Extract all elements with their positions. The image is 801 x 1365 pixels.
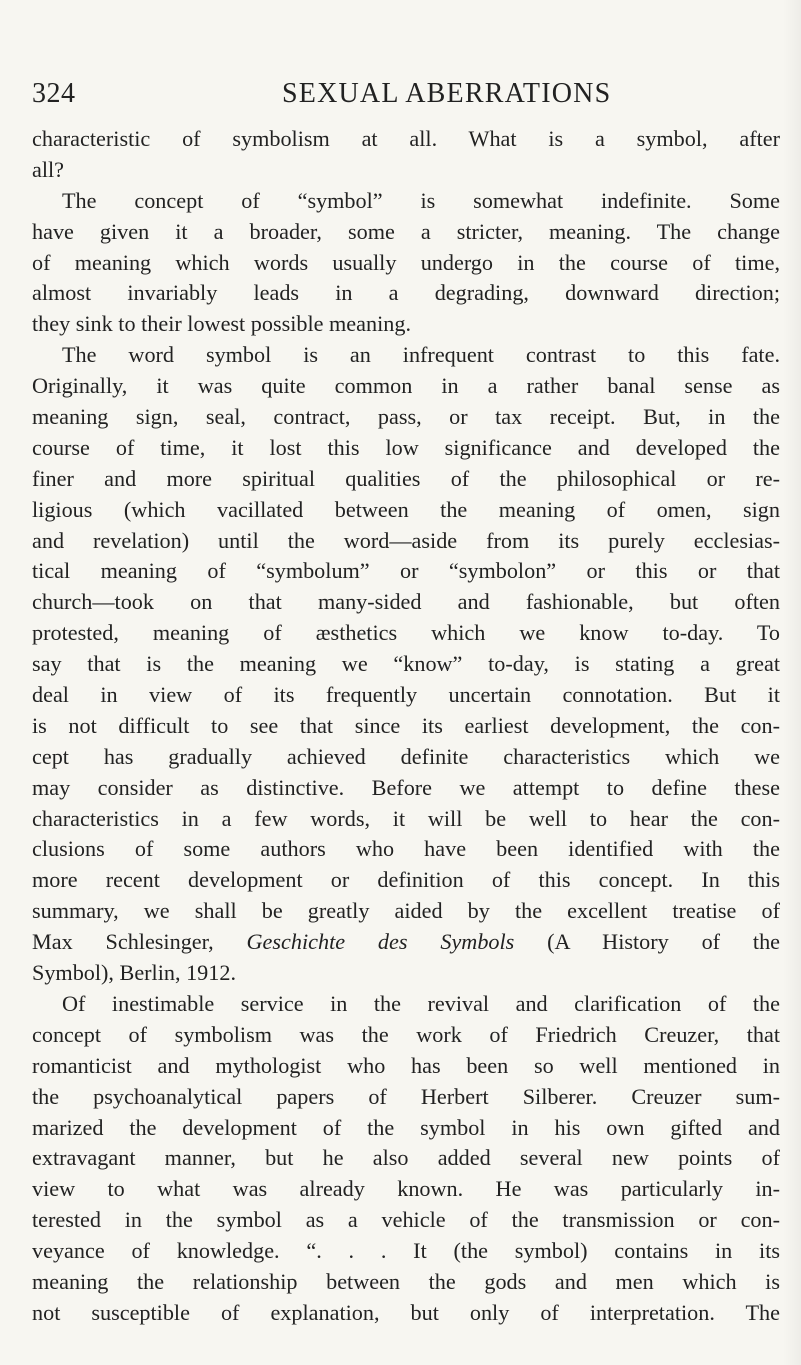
text-line: extravagant manner, but he also added several new points of: [32, 1145, 780, 1171]
text-line: finer and more spiritual qualities of the philosophical or re-: [32, 465, 780, 491]
text-line: have given it a broader, some a stricter, meaning. The change: [32, 218, 780, 244]
text-line: of meaning which words usually undergo in the course of time,: [32, 249, 780, 275]
text-line: veyance of knowledge. “. . . It (the symbol) contains in its: [32, 1238, 780, 1264]
text-line: ligious (which vacillated between the meaning of omen, sign: [32, 496, 780, 522]
text-line: marized the development of the symbol in his own gifted and: [32, 1114, 780, 1140]
text-line: church—took on that many-sided and fashionable, but often: [32, 589, 780, 615]
page-header: [32, 78, 780, 118]
text-line: protested, meaning of æsthetics which we know to-day. To: [32, 620, 780, 646]
text-segment: Max Schlesinger,: [32, 929, 214, 955]
text-line: The concept of “symbol” is somewhat indefinite. Some: [62, 187, 780, 213]
text-segment: (A History of the: [547, 929, 780, 955]
page-edge-shadow: [783, 0, 801, 1365]
text-line: they sink to their lowest possible meaning.: [32, 311, 411, 337]
text-line: summary, we shall be greatly aided by the excellent treatise of: [32, 898, 780, 924]
body-text: [32, 124, 780, 1329]
book-title: Geschichte des Symbols: [246, 929, 515, 955]
text-line: Of inestimable service in the revival and clarification of the: [62, 990, 780, 1016]
text-line: cept has gradually achieved definite characteristics which we: [32, 743, 780, 769]
text-line: all?: [32, 156, 65, 182]
text-line: The word symbol is an infrequent contrast to this fate.: [62, 342, 780, 368]
running-head: SEXUAL ABERRATIONS: [282, 78, 612, 109]
text-line: more recent development or definition of this concept. In this: [32, 867, 780, 893]
text-line: and revelation) until the word—aside from its purely ecclesias-: [32, 527, 780, 553]
page-number: 324: [32, 78, 76, 109]
text-line: almost invariably leads in a degrading, downward direction;: [32, 280, 780, 306]
text-line: meaning sign, seal, contract, pass, or tax receipt. But, in the: [32, 404, 780, 430]
text-line: Symbol), Berlin, 1912.: [32, 960, 236, 986]
text-line: romanticist and mythologist who has been so well mentioned in: [32, 1052, 780, 1078]
text-line-with-title: [32, 927, 780, 958]
text-line: clusions of some authors who have been identified with the: [32, 836, 780, 862]
text-line: characteristic of symbolism at all. What is a symbol, after: [32, 126, 780, 151]
text-line: tical meaning of “symbolum” or “symbolon” or this or that: [32, 558, 780, 584]
text-line: not susceptible of explanation, but only of interpretation. The: [32, 1299, 780, 1325]
text-line: terested in the symbol as a vehicle of the transmission or con-: [32, 1207, 780, 1233]
text-line: characteristics in a few words, it will be well to hear the con-: [32, 805, 780, 831]
text-line: is not difficult to see that since its earliest development, the con-: [32, 712, 780, 738]
text-line: the psychoanalytical papers of Herbert Silberer. Creuzer sum-: [32, 1083, 780, 1109]
text-line: meaning the relationship between the gods and men which is: [32, 1268, 780, 1294]
text-line: Originally, it was quite common in a rather banal sense as: [32, 373, 780, 399]
text-line: deal in view of its frequently uncertain connotation. But it: [32, 682, 780, 708]
text-line: course of time, it lost this low significance and developed the: [32, 434, 780, 460]
text-line: say that is the meaning we “know” to-day, is stating a great: [32, 651, 780, 677]
text-line: may consider as distinctive. Before we attempt to define these: [32, 774, 780, 800]
text-line: concept of symbolism was the work of Friedrich Creuzer, that: [32, 1021, 780, 1047]
text-line: view to what was already known. He was particularly in-: [32, 1176, 780, 1202]
